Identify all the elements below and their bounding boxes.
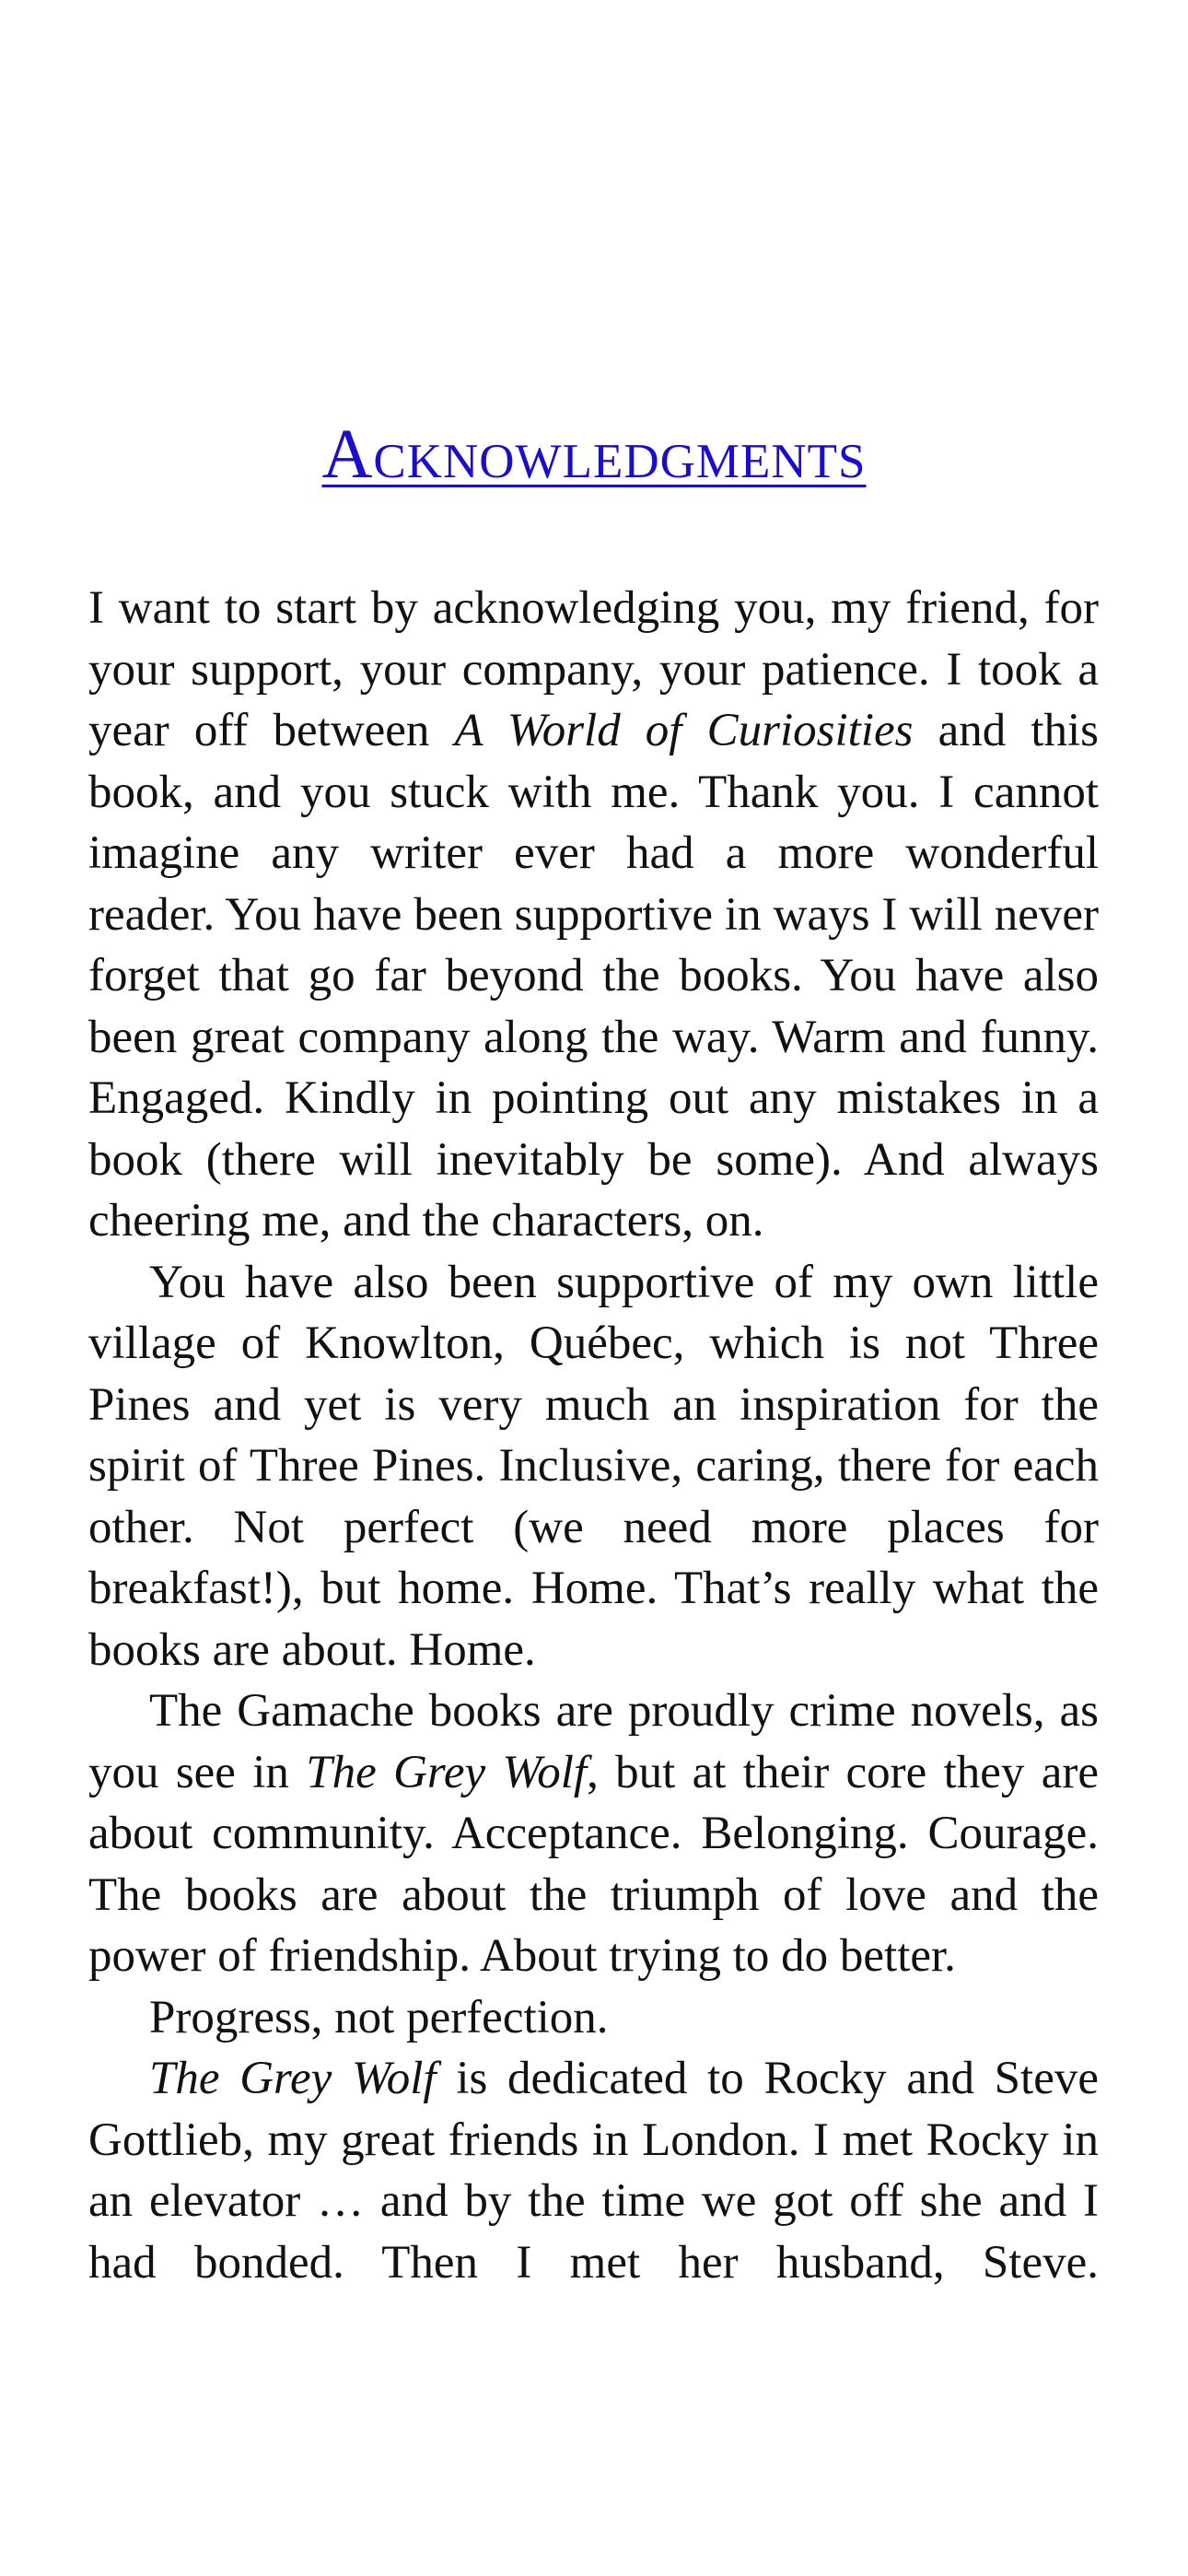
chapter-title [0,413,1188,496]
text-segment: The Gamache books are proudly crime novels, as you see in [88,1685,1099,1798]
text-segment: and this book, and you stuck with me. Thank you. I cannot imagine any writer ever had a more wonderful reader. You have been supportive in ways I will never forget that go far beyond the books. You have also been great company along the way. Warm and funny. Engaged. Kindly in pointing out any mistakes in a book (there will inevitably be some). And always cheering me, and the characters, on. [88,705,1100,1247]
paragraph-1 [88,578,1099,1252]
paragraph-5 [88,2048,1099,2293]
text-segment: is dedicated to Rocky and Steve Gottlieb, my great friends in London. I met Rocky in an elevator … and by the time we got off she and I had bonded. Then I met her husband, Steve. [88,2053,1099,2289]
book-title-italic: The Grey Wolf [306,1746,588,1798]
body-text [88,578,1099,2293]
paragraph-4 [88,1987,1099,2049]
text-segment: , but at their core they are about community. Acceptance. Belonging. Courage. The books are about the triumph of love and the power of friendship. About trying to do better. [88,1746,1099,1982]
paragraph-2 [88,1252,1099,1681]
paragraph-3 [88,1680,1099,1987]
text-segment: You have also been supportive of my own little village of Knowlton, Québec, which is not Three Pines and yet is very much an inspiration for the spirit of Three Pines. Inclusive, caring, there for each other. Not perfect (we need more places for breakfast!), but home. Home. That’s really what the books are about. Home. [88,1256,1099,1676]
text-segment: Progress, not perfection. [149,1991,609,2043]
book-title-italic: A World of Curiosities [454,705,914,756]
chapter-title-link[interactable]: Acknowledgments [321,416,867,493]
book-title-italic: The Grey Wolf [149,2053,437,2104]
text-segment: I want to start by acknowledging you, my friend, for your support, your company, your patience. I took a year off between [88,582,1099,756]
